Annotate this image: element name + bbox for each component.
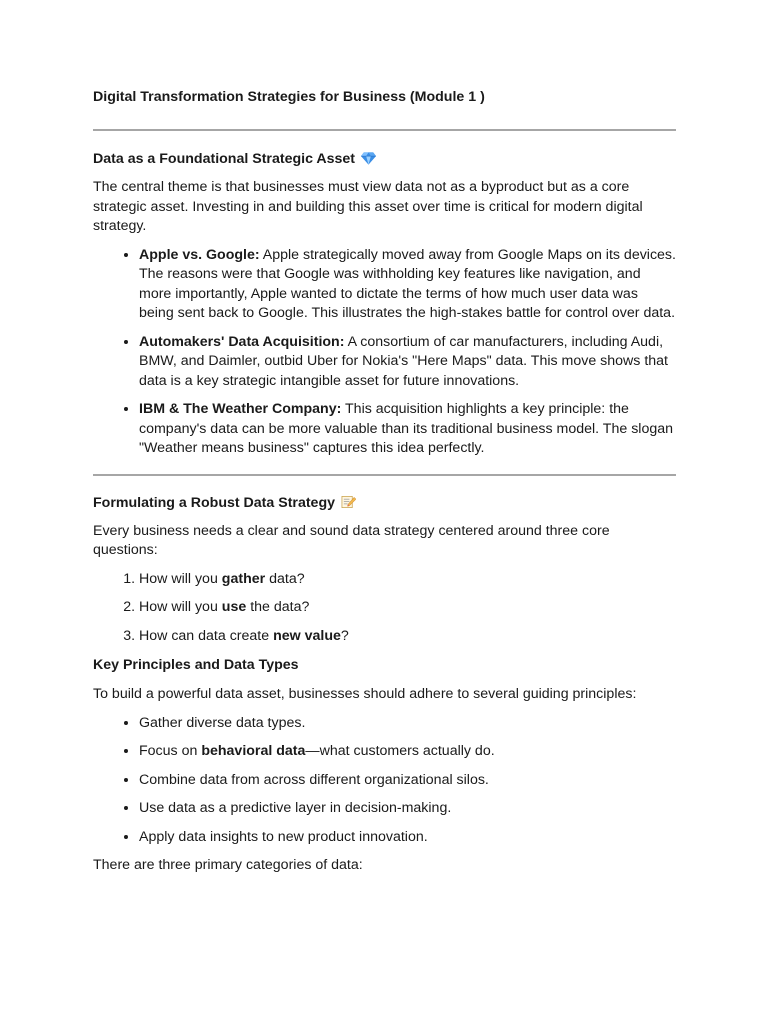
memo-icon [341,495,356,509]
list-item: 3. How can data create new value? [139,627,676,647]
list-item [139,400,676,459]
principles-list [93,714,676,848]
data-categories-intro: There are three primary categories of data: [93,857,363,873]
list-item [139,333,676,392]
list-item: • Use data as a predictive layer in decision-making. [139,799,676,819]
list-item-label: Apple vs. Google: [139,246,260,263]
list-item [139,246,676,324]
list-item: • Gather diverse data types. [139,714,676,734]
section-divider [93,474,676,476]
list-item: • Apply data insights to new product innovation. [139,828,676,848]
list-item: • Focus on behavioral data—what customers actually do. [139,742,676,762]
core-questions-list [93,570,676,647]
list-item-text: This acquisition highlights a key principle: the company's data can be more valuable than its traditional business model. The slogan "Weather means business" captures this idea perfectly. [139,401,674,456]
list-item-label: IBM & The Weather Company: [139,401,342,417]
section-heading-data-strategy: Formulating a Robust Data Strategy [93,494,676,513]
data-asset-examples-list [93,246,676,459]
list-item-text: Apple strategically moved away from Google Maps on its devices. The reasons were that Google was withholding key features like navigation, and more importantly, Apple wanted to dictate the terms of how much user data was being sent back to Google. This illustrates the high-stakes battle for control over data. [139,246,676,321]
section-divider [93,129,676,131]
section-heading-key-principles: Key Principles and Data Types [93,657,299,673]
document-title: Digital Transformation Strategies for Business (Module 1 ) [93,89,485,105]
list-item: • Combine data from across different organizational silos. [139,771,676,791]
list-item-label: Automakers' Data Acquisition: [139,333,345,350]
list-item: 1. How will you gather data? [139,570,676,590]
list-item-text: A consortium of car manufacturers, including Audi, BMW, and Daimler, outbid Uber for Nokia's "Here Maps" data. This move shows that data is a key strategic intangible asset for future innovations. [139,333,669,389]
section-intro-key-principles: To build a powerful data asset, businesses should adhere to several guiding principles: [93,686,637,702]
section-intro-data-strategy: Every business needs a clear and sound data strategy centered around three core questions: [93,522,610,558]
document-body [93,88,676,876]
gem-icon [361,151,376,165]
section-intro-data-asset: The central theme is that businesses must view data not as a byproduct but as a core strategic asset. Investing in and building this asset over time is critical for modern digital strategy. [93,179,643,234]
list-item: 2. How will you use the data? [139,598,676,618]
section-heading-data-asset: Data as a Foundational Strategic Asset [93,150,676,169]
